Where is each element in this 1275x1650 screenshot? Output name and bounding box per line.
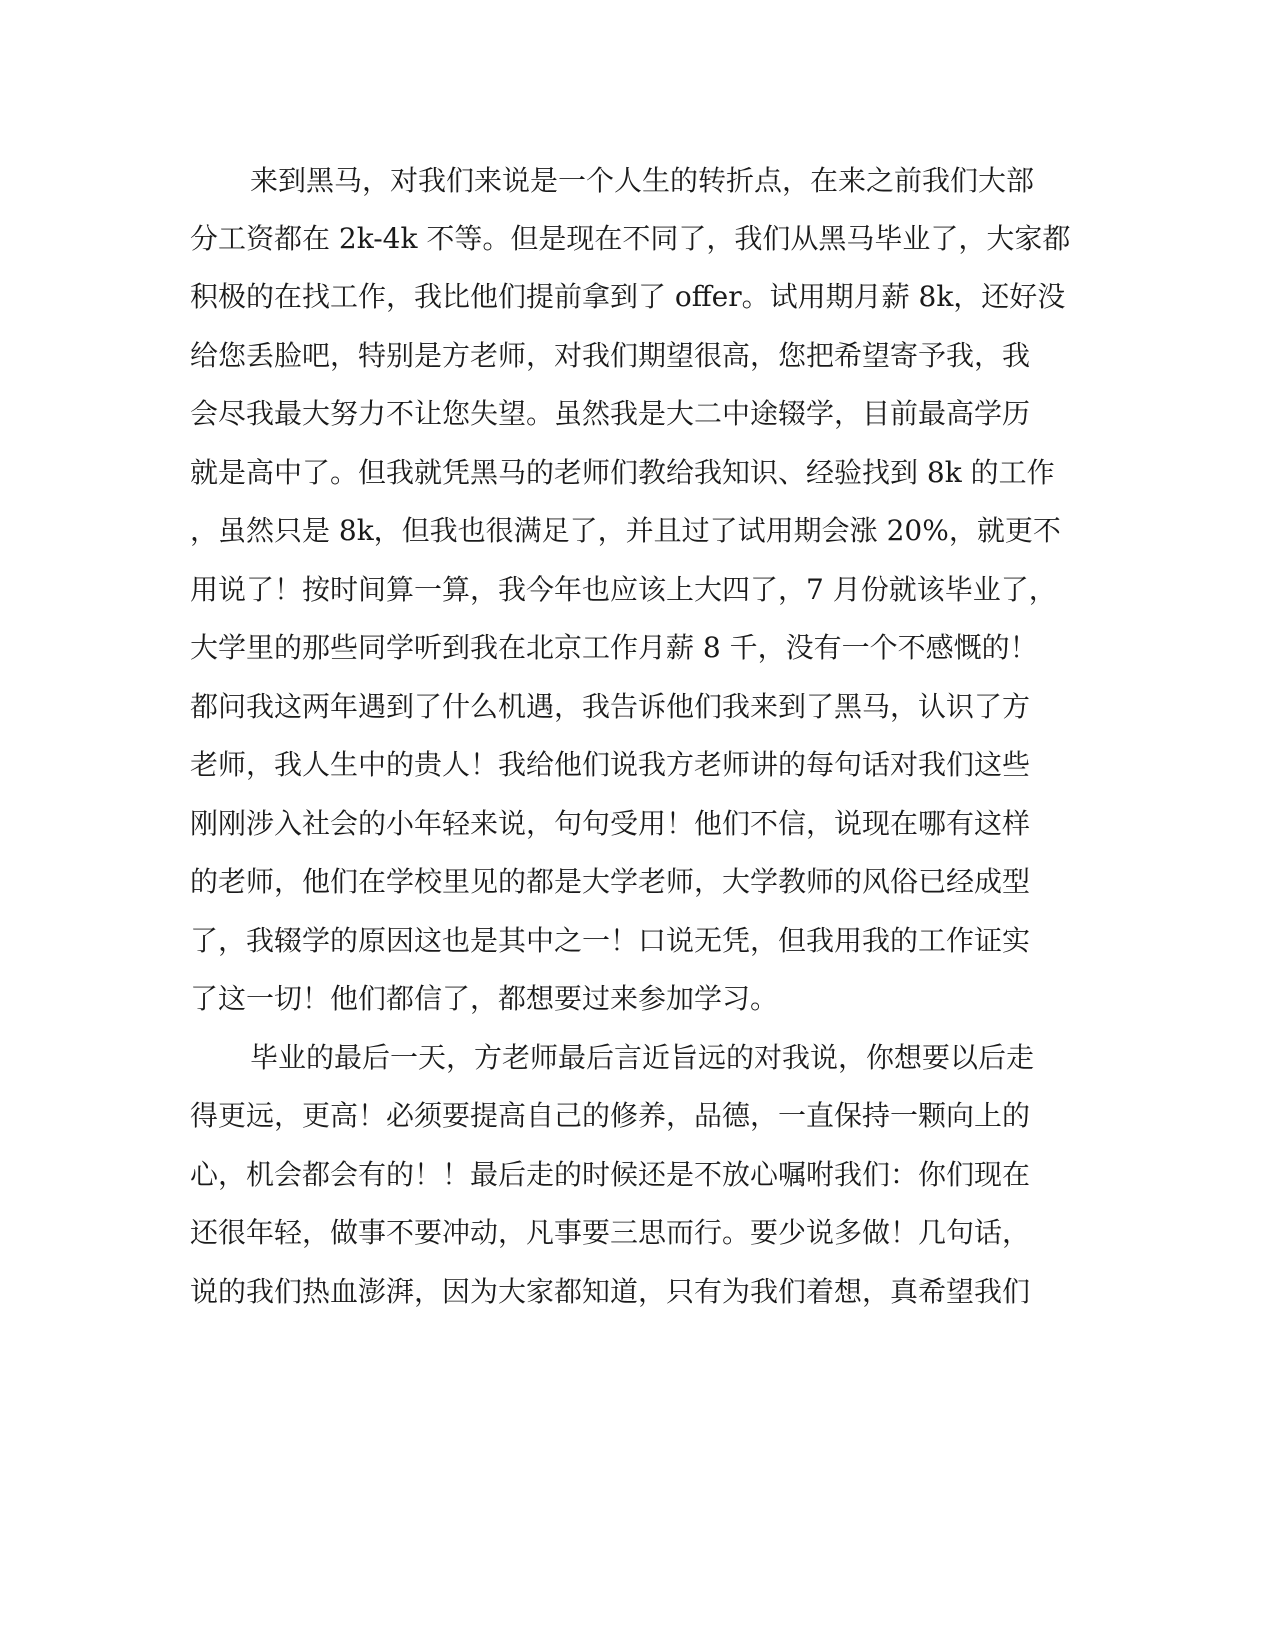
paragraph-1-line-14: 了，我辍学的原因这也是其中之一！口说无凭，但我用我的工作证实: [190, 924, 1031, 957]
paragraph-2-line-2: 得更远，更高！必须要提高自己的修养，品德，一直保持一颗向上的: [190, 1099, 1031, 1132]
paragraph-1-line-13: 的老师，他们在学校里见的都是大学老师，大学教师的风俗已经成型: [190, 865, 1031, 898]
paragraph-2-line-4: 还很年轻，做事不要冲动，凡事要三思而行。要少说多做！几句话，: [190, 1216, 1031, 1249]
paragraph-1-line-3: 积极的在找工作，我比他们提前拿到了 offer。试用期月薪 8k，还好没: [190, 280, 1066, 313]
paragraph-1-line-9: 大学里的那些同学听到我在北京工作月薪 8 千，没有一个不感慨的！: [190, 631, 1038, 664]
paragraph-1-line-7: ，虽然只是 8k，但我也很满足了，并且过了试用期会涨 20%，就更不: [190, 514, 1061, 547]
paragraph-2-line-3: 心，机会都会有的！！最后走的时候还是不放心嘱咐我们：你们现在: [190, 1158, 1031, 1191]
paragraph-1-line-8: 用说了！按时间算一算，我今年也应该上大四了，7 月份就该毕业了，: [190, 573, 1057, 606]
paragraph-1-line-1: 来到黑马，对我们来说是一个人生的转折点，在来之前我们大部: [250, 164, 1035, 197]
paragraph-1-line-12: 刚刚涉入社会的小年轻来说，句句受用！他们不信，说现在哪有这样: [190, 807, 1031, 840]
paragraph-1-line-2: 分工资都在 2k-4k 不等。但是现在不同了，我们从黑马毕业了，大家都: [190, 222, 1071, 255]
paragraph-1-line-5: 会尽我最大努力不让您失望。虽然我是大二中途辍学，目前最高学历: [190, 397, 1031, 430]
paragraph-2-line-5: 说的我们热血澎湃，因为大家都知道，只有为我们着想，真希望我们: [190, 1275, 1031, 1308]
paragraph-1-line-10: 都问我这两年遇到了什么机遇，我告诉他们我来到了黑马，认识了方: [190, 690, 1031, 723]
paragraph-2-line-1: 毕业的最后一天，方老师最后言近旨远的对我说，你想要以后走: [250, 1041, 1035, 1074]
paragraph-1-line-6: 就是高中了。但我就凭黑马的老师们教给我知识、经验找到 8k 的工作: [190, 456, 1055, 489]
paragraph-1-line-11: 老师，我人生中的贵人！我给他们说我方老师讲的每句话对我们这些: [190, 748, 1031, 781]
paragraph-1-line-4: 给您丢脸吧，特别是方老师，对我们期望很高，您把希望寄予我，我: [190, 339, 1031, 372]
paragraph-1-line-15: 了这一切！他们都信了，都想要过来参加学习。: [190, 982, 779, 1015]
